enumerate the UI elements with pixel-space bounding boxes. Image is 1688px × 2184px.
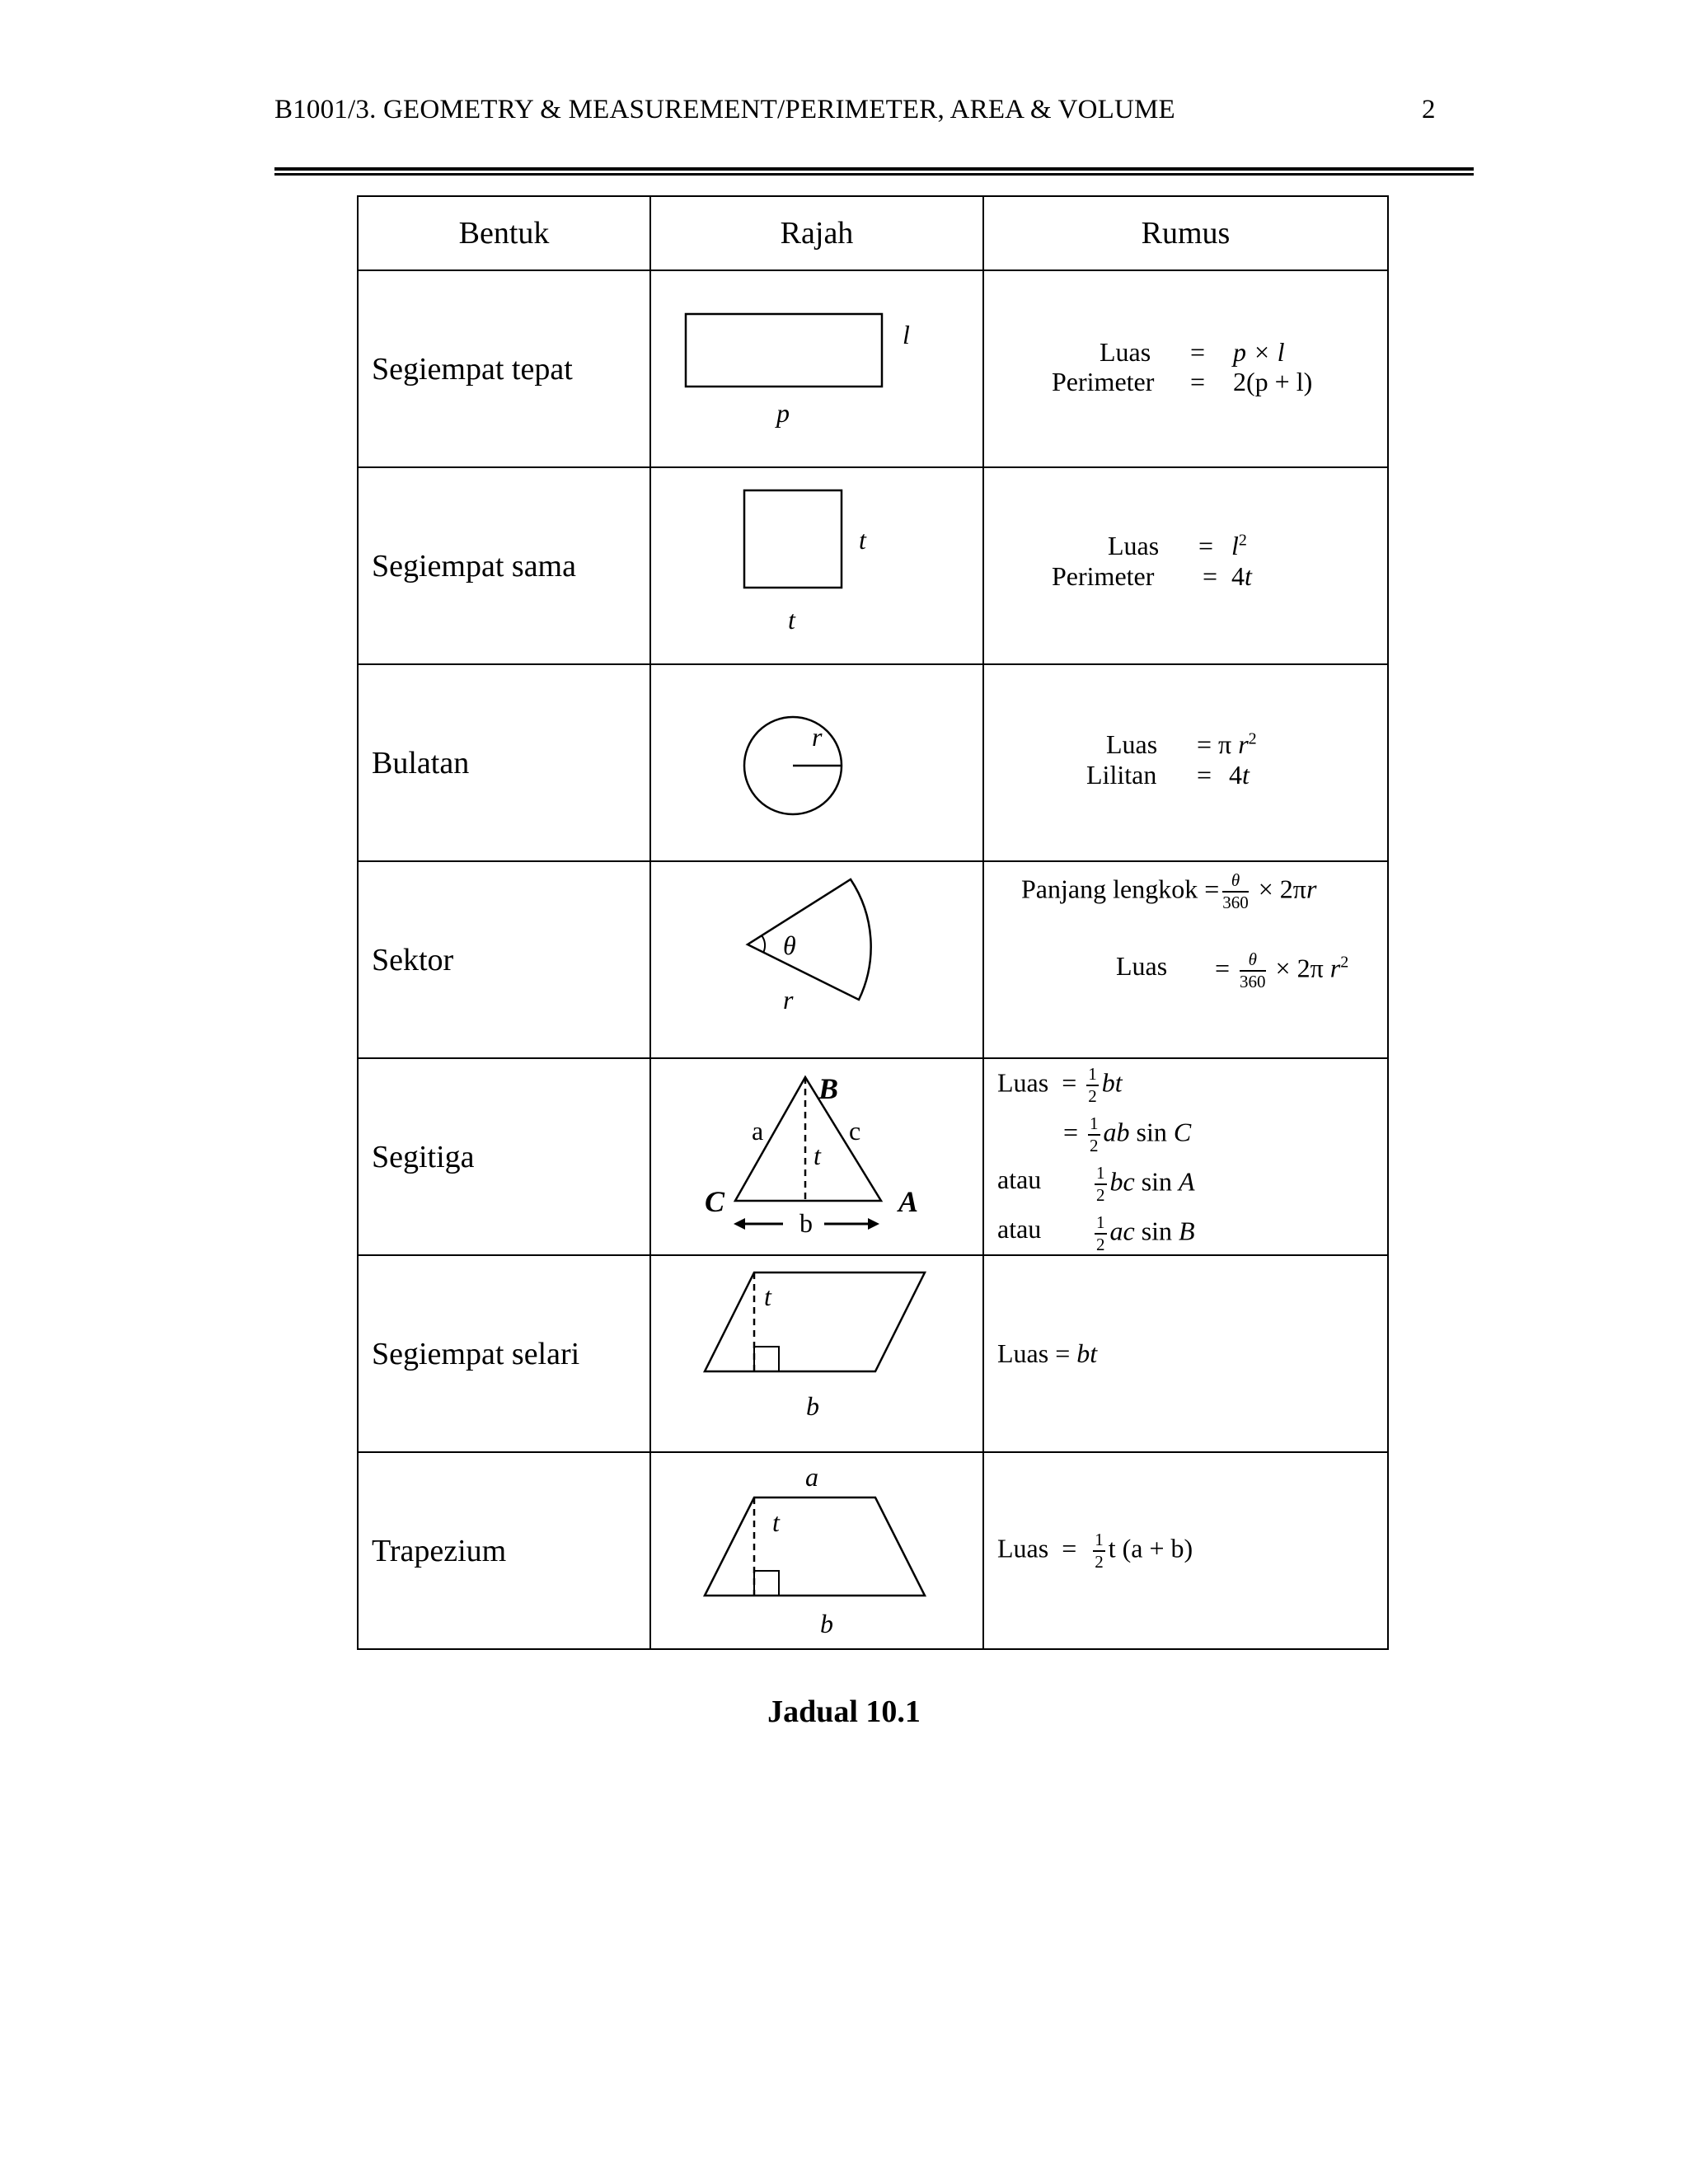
rectangle-diagram xyxy=(650,270,983,467)
square-formula xyxy=(983,467,1388,664)
triangle-diagram xyxy=(650,1058,983,1255)
shape-name: Segiempat tepat xyxy=(358,270,650,467)
right-angle-marker xyxy=(754,1571,779,1596)
trapezium-base-label: b xyxy=(820,1609,833,1638)
trapezium-area: Luas = $\frac{1}{2}$ t (a + b) xyxy=(997,1530,1193,1572)
rectangle-base-label: p xyxy=(776,398,790,428)
table-header-row xyxy=(358,196,1388,270)
triangle-area-line-1: Luas = $\frac{1}{2}$ bt xyxy=(997,1064,1123,1106)
area-expression: = π $r^2$ xyxy=(1197,729,1257,759)
triangle-area-line-3-expr: $\frac{1}{2}$ bc sin A xyxy=(1096,1163,1195,1205)
perimeter-expression: 2(p + l) xyxy=(1233,367,1313,396)
vertex-a-label: A xyxy=(898,1185,919,1218)
trapezium-height-label: t xyxy=(772,1507,780,1537)
equals-sign: = xyxy=(1190,367,1206,396)
table-row xyxy=(358,270,1388,467)
table-row xyxy=(358,467,1388,664)
trapezium-shape xyxy=(705,1497,925,1596)
column-header-rajah: Rajah xyxy=(650,196,983,270)
area-expression: p × l xyxy=(1233,337,1285,367)
sector-shape xyxy=(748,879,871,1000)
triangle-area-line-2: = $\frac{1}{2}$ ab sin C xyxy=(1063,1113,1192,1155)
parallelogram-area: Luas = bt xyxy=(997,1338,1098,1368)
sector-diagram xyxy=(650,861,983,1058)
trapezium-formula xyxy=(983,1452,1388,1649)
circle-radius-label: r xyxy=(812,722,823,752)
right-angle-marker xyxy=(754,1347,779,1371)
parallelogram-height-label: t xyxy=(764,1282,771,1311)
perimeter-label: Perimeter xyxy=(1052,561,1155,591)
area-label: Luas xyxy=(1116,951,1168,981)
shape-name: Segiempat sama xyxy=(358,467,650,664)
triangle-area-line-4: atau xyxy=(997,1214,1042,1244)
circle-diagram xyxy=(650,664,983,861)
vertex-c-label: C xyxy=(705,1185,725,1218)
base-b-label: b xyxy=(799,1208,813,1238)
equals-sign: = xyxy=(1203,561,1218,591)
square-diagram xyxy=(650,467,983,664)
right-arrow-head xyxy=(868,1218,879,1230)
perimeter-label: Perimeter xyxy=(1052,367,1155,396)
equals-sign: = xyxy=(1197,760,1212,790)
triangle-formula xyxy=(983,1058,1388,1255)
parallelogram-shape xyxy=(705,1272,925,1371)
table-row xyxy=(358,861,1388,1058)
perimeter-expression: 4t xyxy=(1231,561,1252,591)
equals-sign: = xyxy=(1190,337,1206,367)
shape-name: Segiempat selari xyxy=(358,1255,650,1452)
parallelogram-formula xyxy=(983,1255,1388,1452)
left-arrow-head xyxy=(734,1218,745,1230)
circle-formula xyxy=(983,664,1388,861)
circumference-label: Lilitan xyxy=(1086,760,1157,790)
shape-name: Bulatan xyxy=(358,664,650,861)
table-row xyxy=(358,1255,1388,1452)
page-header-title: B1001/3. GEOMETRY & MEASUREMENT/PERIMETER, AREA & VOLUME xyxy=(274,95,1175,124)
sector-angle-label: θ xyxy=(783,930,796,960)
sector-area-formula: = $\frac{\theta}{360}$ × 2π $r^2$ xyxy=(1215,949,1349,991)
area-label: Luas xyxy=(1108,531,1160,560)
trapezium-top-label: a xyxy=(805,1462,818,1492)
rectangle-formula xyxy=(983,270,1388,467)
column-header-bentuk: Bentuk xyxy=(358,196,650,270)
trapezium-diagram xyxy=(650,1452,983,1649)
square-shape xyxy=(744,490,842,588)
table-row xyxy=(358,664,1388,861)
side-c-label: c xyxy=(849,1116,861,1146)
sector-radius-label: r xyxy=(783,985,794,1015)
formula-table xyxy=(357,195,1389,1650)
vertex-b-label: B xyxy=(818,1072,839,1105)
header-rule-secondary xyxy=(274,173,1474,176)
sector-angle-arc xyxy=(762,935,765,953)
arc-length-formula: Panjang lengkok = $\frac{\theta}{360}$ × 2πr xyxy=(1021,870,1317,912)
height-t-label: t xyxy=(814,1141,821,1170)
column-header-rumus: Rumus xyxy=(983,196,1388,270)
equals-sign: = xyxy=(1198,531,1214,560)
rectangle-shape xyxy=(686,314,882,387)
sector-formula xyxy=(983,861,1388,1058)
rectangle-side-label: l xyxy=(903,320,910,349)
shape-name: Sektor xyxy=(358,861,650,1058)
square-side-label: t xyxy=(859,525,866,555)
area-expression: $l^2$ xyxy=(1231,531,1247,560)
side-a-label: a xyxy=(752,1116,764,1146)
area-label: Luas xyxy=(1106,729,1158,759)
circumference-expression: 4t xyxy=(1229,760,1250,790)
shape-name: Trapezium xyxy=(358,1452,650,1649)
table-caption: Jadual 10.1 xyxy=(767,1694,921,1729)
table-row xyxy=(358,1058,1388,1255)
header-rule xyxy=(274,167,1474,171)
page-number: 2 xyxy=(1422,95,1436,124)
shape-name: Segitiga xyxy=(358,1058,650,1255)
parallelogram-diagram xyxy=(650,1255,983,1452)
triangle-area-line-3: atau xyxy=(997,1165,1042,1194)
square-base-label: t xyxy=(788,605,795,635)
parallelogram-base-label: b xyxy=(806,1391,819,1421)
table-row xyxy=(358,1452,1388,1649)
triangle-area-line-4-expr: $\frac{1}{2}$ ac sin B xyxy=(1096,1212,1195,1254)
area-label: Luas xyxy=(1100,337,1151,367)
